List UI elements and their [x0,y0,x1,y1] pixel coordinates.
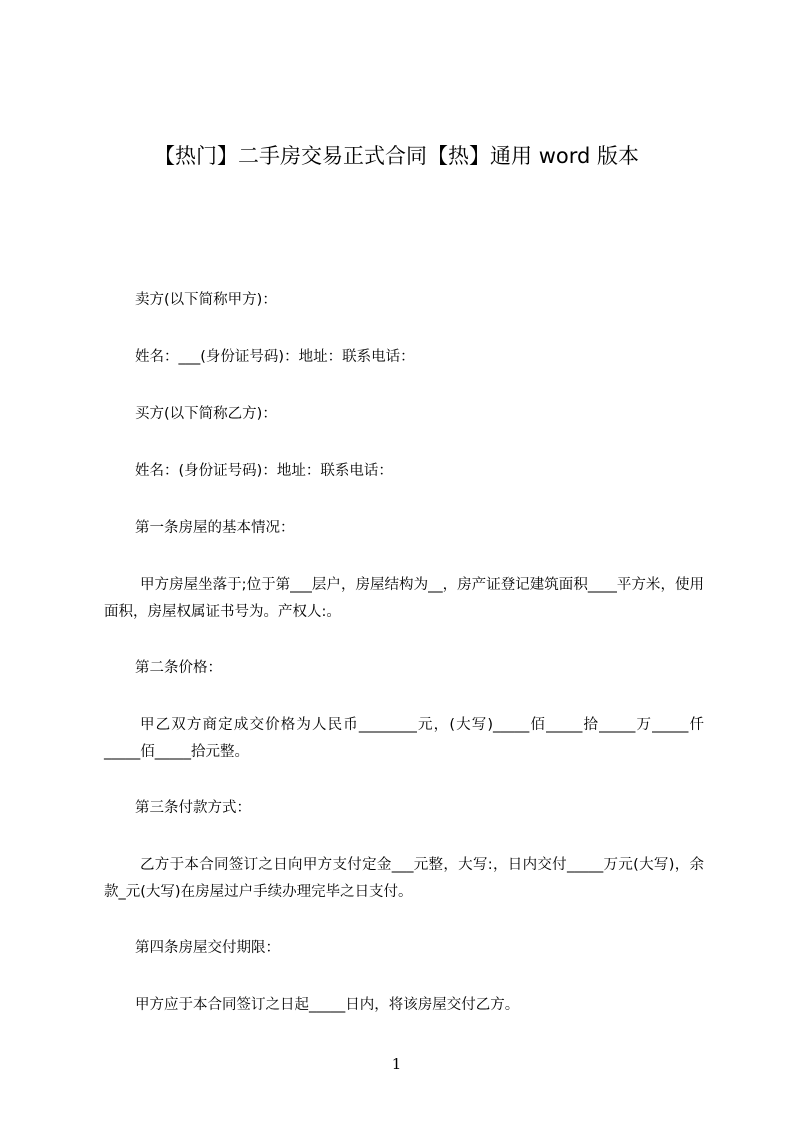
article-1-heading: 第一条房屋的基本情况： [135,520,295,536]
article-2-heading: 第二条价格： [135,660,222,676]
article-4-heading: 第四条房屋交付期限： [135,940,280,956]
article-2-text: 甲乙双方商定成交价格为人民币________元，(大写)_____佰_____拾_____万_____仟_____佰_____拾元整。 [104,717,704,760]
article-3-text: 乙方于本合同签订之日向甲方支付定金___元整，大写:，日内交付_____万元(大写)，余款_元(大写)在房屋过户手续办理完毕之日支付。 [104,857,704,900]
buyer-heading: 买方(以下简称乙方)： [135,406,277,422]
document-title: 【热门】二手房交易正式合同【热】通用 word 版本 [154,144,639,168]
article-1-text: 甲方房屋坐落于;位于第___层户，房屋结构为__，房产证登记建筑面积____平方米，使用面积，房屋权属证书号为。产权人:。 [104,577,704,620]
article-4-text: 甲方应于本合同签订之日起_____日内，将该房屋交付乙方。 [135,997,520,1013]
article-3-heading: 第三条付款方式： [135,800,251,816]
seller-info-line: 姓名：___(身份证号码)：地址：联系电话： [135,349,415,365]
page-number: 1 [391,1055,402,1073]
buyer-info-line: 姓名：(身份证号码)：地址：联系电话： [135,463,393,479]
seller-heading: 卖方(以下简称甲方)： [135,292,277,308]
document-body [104,287,704,1049]
